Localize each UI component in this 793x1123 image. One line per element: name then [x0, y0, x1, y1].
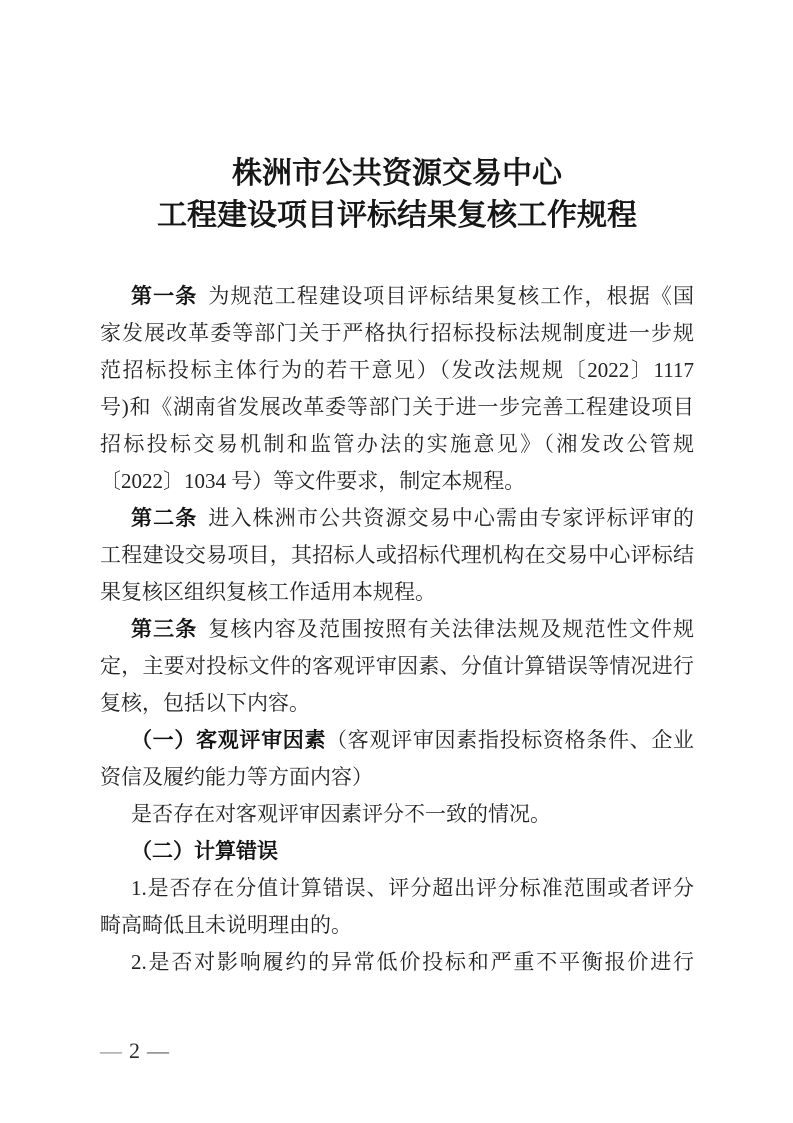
- line-text: 2.是否对影响履约的异常低价投标和严重不平衡报价进行: [131, 950, 694, 974]
- text-line: [100, 278, 694, 315]
- line-text: 工程建设交易项目，其招标人或招标代理机构在交易中心评标结: [100, 543, 694, 567]
- paragraph-3: [100, 611, 694, 722]
- clause-label: 第二条: [131, 506, 198, 530]
- text-line: [100, 315, 694, 352]
- line-text: 资信及履约能力等方面内容）: [100, 765, 373, 789]
- text-line: [100, 870, 694, 907]
- title-line-1: 株洲市公共资源交易中心: [232, 157, 562, 190]
- text-line: [100, 574, 694, 611]
- paragraph-7: [100, 870, 694, 944]
- line-text: 家发展改革委等部门关于严格执行招标投标法规制度进一步规: [100, 321, 694, 345]
- text-line: [100, 537, 694, 574]
- line-text: 畸高畸低且未说明理由的。: [100, 913, 352, 937]
- text-line: [100, 722, 694, 759]
- text-line: [100, 833, 694, 870]
- line-text: （客观评审因素指投标资格条件、企业: [326, 728, 695, 752]
- line-text: 招标投标交易机制和监管办法的实施意见》（湘发改公管规: [100, 432, 694, 456]
- text-line: [100, 463, 694, 500]
- line-text: 范招标投标主体行为的若干意见）（发改法规规〔2022〕1117: [100, 358, 694, 382]
- document-title: [100, 153, 694, 237]
- page-footer: [100, 1038, 169, 1064]
- text-line: [100, 796, 694, 833]
- line-text: 进入株洲市公共资源交易中心需由专家评标评审的: [208, 506, 694, 530]
- paragraph-6: [100, 833, 694, 870]
- line-text: 号)和《湖南省发展改革委等部门关于进一步完善工程建设项目: [100, 395, 694, 419]
- line-text: 复核，包括以下内容。: [100, 691, 310, 715]
- clause-label: 第三条: [131, 617, 198, 641]
- text-line: [100, 611, 694, 648]
- text-line: [100, 685, 694, 722]
- footer-dash: —: [100, 1038, 122, 1063]
- text-line: [100, 389, 694, 426]
- paragraph-1: [100, 278, 694, 500]
- line-text: 是否存在对客观评审因素评分不一致的情况。: [131, 802, 551, 826]
- text-line: [100, 648, 694, 685]
- text-line: [100, 944, 694, 981]
- text-line: [100, 759, 694, 796]
- page-number: 2: [129, 1038, 140, 1063]
- text-line: [100, 907, 694, 944]
- paragraph-4: [100, 722, 694, 796]
- text-line: [100, 426, 694, 463]
- paragraph-8: [100, 944, 694, 981]
- line-text: 1.是否存在分值计算错误、评分超出评分标准范围或者评分: [131, 876, 694, 900]
- line-text: 为规范工程建设项目评标结果复核工作，根据《国: [208, 284, 694, 308]
- line-text: 复核内容及范围按照有关法律法规及规范性文件规: [208, 617, 694, 641]
- text-line: [100, 500, 694, 537]
- paragraph-2: [100, 500, 694, 611]
- line-text: 〔2022〕1034 号）等文件要求，制定本规程。: [100, 469, 526, 493]
- clause-label: 第一条: [131, 284, 198, 308]
- title-line-2: 工程建设项目评标结果复核工作规程: [157, 199, 637, 232]
- text-line: [100, 352, 694, 389]
- line-text: 果复核区组织复核工作适用本规程。: [100, 580, 436, 604]
- document-body: [100, 278, 694, 981]
- footer-dash: —: [147, 1038, 169, 1063]
- clause-label: （二）计算错误: [131, 839, 278, 863]
- paragraph-5: [100, 796, 694, 833]
- clause-label: （一）客观评审因素: [131, 728, 327, 752]
- line-text: 定，主要对投标文件的客观评审因素、分值计算错误等情况进行: [100, 654, 694, 678]
